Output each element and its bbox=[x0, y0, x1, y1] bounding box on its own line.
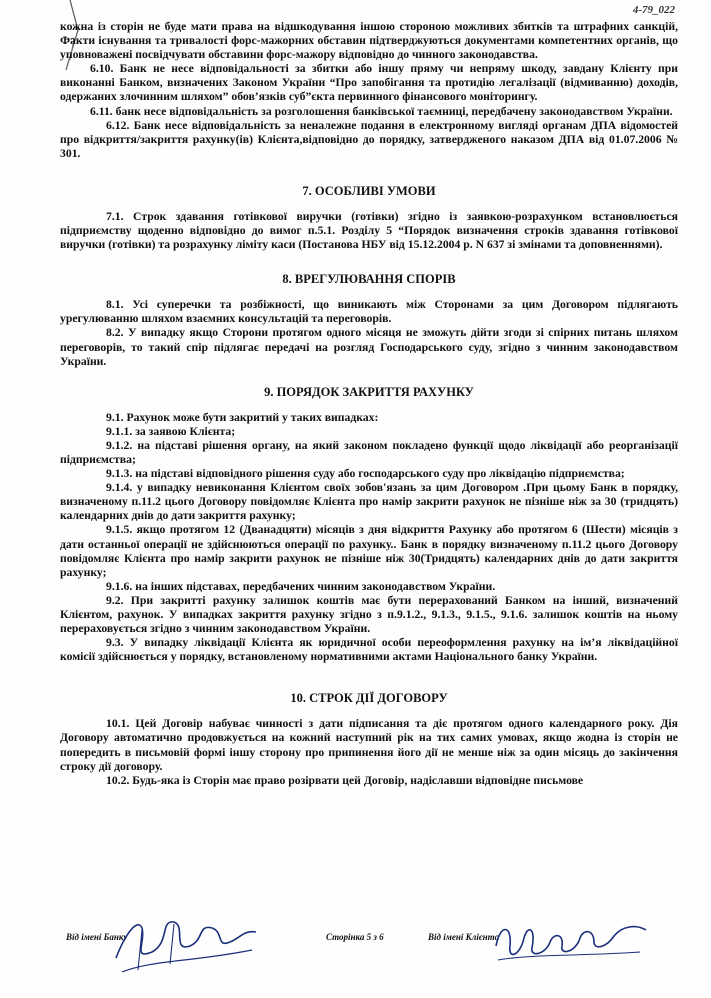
clause-9-1-6: 9.1.6. на інших підставах, передбачених чинним законодавством України. bbox=[106, 579, 496, 593]
clause-10-2: 10.2. Будь-яка із Сторін має право розірвати цей Договір, надіславши відповідне письмове bbox=[106, 773, 584, 787]
clause-9-1-1: 9.1.1. за заявою Клієнта; bbox=[106, 424, 236, 438]
clause-9-1: 9.1. Рахунок може бути закритий у таких випадках: bbox=[106, 410, 379, 424]
section-6-continuation: кожна із сторін не буде мати права на відшкодування іншою стороною можливих збитків та штрафних санкцій, Факти існування та тривалості форс-мажорних обставин підтверджуються документами компетентних органів, що уповноважені посвідчувати обставини форс-мажору відповідно до чинного законодавства. bbox=[60, 20, 678, 62]
clause-8-2: 8.2. У випадку якщо Сторони протягом одного місяця не зможуть дійти згоди зі спірних питань шляхом переговорів, то такий спір підлягає передачі на розгляд Господарського суду, згідно з чинним законодавством України. bbox=[60, 326, 678, 368]
section-7-title: 7. ОСОБЛИВІ УМОВИ bbox=[302, 183, 436, 198]
page-number: Сторінка 5 з 6 bbox=[326, 932, 384, 942]
clause-9-3: 9.3. У випадку ліквідації Клієнта як юридичної особи переоформлення рахунку на ім’я ліквідаційної комісії здійснюється у порядку, встановленому нормативними актами Національного банку України. bbox=[60, 636, 678, 664]
document-body bbox=[60, 20, 678, 788]
client-signature-image bbox=[490, 916, 650, 976]
clause-6-11: 6.11. банк несе відповідальність за розголошення банківської таємниці, передбачену законодавством України. bbox=[90, 104, 673, 118]
clause-9-2: 9.2. При закритті рахунку залишок коштів має бути перерахований Банком на інший, визначений Клієнтом, рахунок. У випадках закриття рахунку згідно з п.9.1.2., 9.1.3., 9.1.5., 9.1.6. залишок коштів на ньому перераховується згідно з чинним законодавством України. bbox=[60, 593, 678, 636]
section-10-title: 10. СТРОК ДІЇ ДОГОВОРУ bbox=[290, 691, 448, 706]
clause-9-1-4: 9.1.4. у випадку невиконання Клієнтом своїх зобов'язань за цим Договором .При цьому Банк в порядку, визначеному п.11.2 цього Договору повідомляє Клієнта про намір закрити рахунок не пізніше ніж за 30 (тридцять) календарних днів до дати закриття рахунку; bbox=[60, 481, 678, 523]
section-8-title: 8. ВРЕГУЛЮВАННЯ СПОРІВ bbox=[282, 272, 456, 287]
client-signature-label: Від імені Клієнта bbox=[428, 932, 500, 942]
bank-signature-label: Від імені Банку bbox=[66, 932, 128, 942]
clause-7-1: 7.1. Строк здавання готівкової виручки (готівки) згідно із заявкою-розрахунком встановлюється підприємству щоденно відповідно до вимог п.5.1. Розділу 5 “Порядок визначення строків здавання готівкової виручки (готівки) та розрахунку ліміту каси (Постанова НБУ від 15.12.2004 р. N 637 зі змінами та доповненнями). bbox=[60, 209, 678, 252]
clause-6-10: 6.10. Банк не несе відповідальності за збитки або іншу пряму чи непряму шкоду, завдану Клієнту при виконанні Банком, визначених Законом України “Про запобігання та протидію легалізації (відмиванню) доходів, одержаних злочинним шляхом” обов’язків суб”єкта первинного фінансового моніторингу. bbox=[60, 62, 678, 104]
section-9-title: 9. ПОРЯДОК ЗАКРИТТЯ РАХУНКУ bbox=[264, 384, 474, 399]
clause-9-1-5: 9.1.5. якщо протягом 12 (Дванадцяти) місяців з дня відкриття Рахунку або протягом 6 (Шести) місяців з дати останньої операції не здійснюються операції по рахунку.. Банк в порядку визначеному п.11.2 цього Договору повідомляє Клієнта про намір закрити рахунок не пізніше ніж 30(Тридцять) календарних днів до дати закриття рахунку; bbox=[60, 523, 678, 579]
clause-9-1-3: 9.1.3. на підставі відповідного рішення суду або господарського суду про ліквідацію підприємства; bbox=[106, 467, 625, 481]
page-footer bbox=[60, 926, 680, 986]
clause-9-1-2: 9.1.2. на підставі рішення органу, на який законом покладено функції щодо ліквідації або реорганізації підприємства; bbox=[60, 438, 678, 466]
clause-8-1: 8.1. Усі суперечки та розбіжності, що виникають між Сторонами за цим Договором підлягають урегулюванню шляхом взаємних консультацій та переговорів. bbox=[60, 298, 678, 326]
clause-6-12: 6.12. Банк несе відповідальність за неналежне подання в електронному вигляді органам ДПА відомостей про відкриття/закриття рахунку(ів) Клієнта,відповідно до порядку, затвердженого наказом ДПА від 01.07.2006 № 301. bbox=[60, 118, 678, 160]
bank-signature-image bbox=[112, 912, 262, 982]
clause-10-1: 10.1. Цей Договір набуває чинності з дати підписання та діє протягом одного календарного року. Дія Договору автоматично продовжується на кожний наступний рік на тих самих умовах, якщо жодна із сторін не попередить в письмовій формі іншу сторону про припинення його дії не менше ніж за один місяць до закінчення строку дії договору. bbox=[60, 717, 678, 773]
document-number: 4-79_022 bbox=[632, 4, 675, 16]
